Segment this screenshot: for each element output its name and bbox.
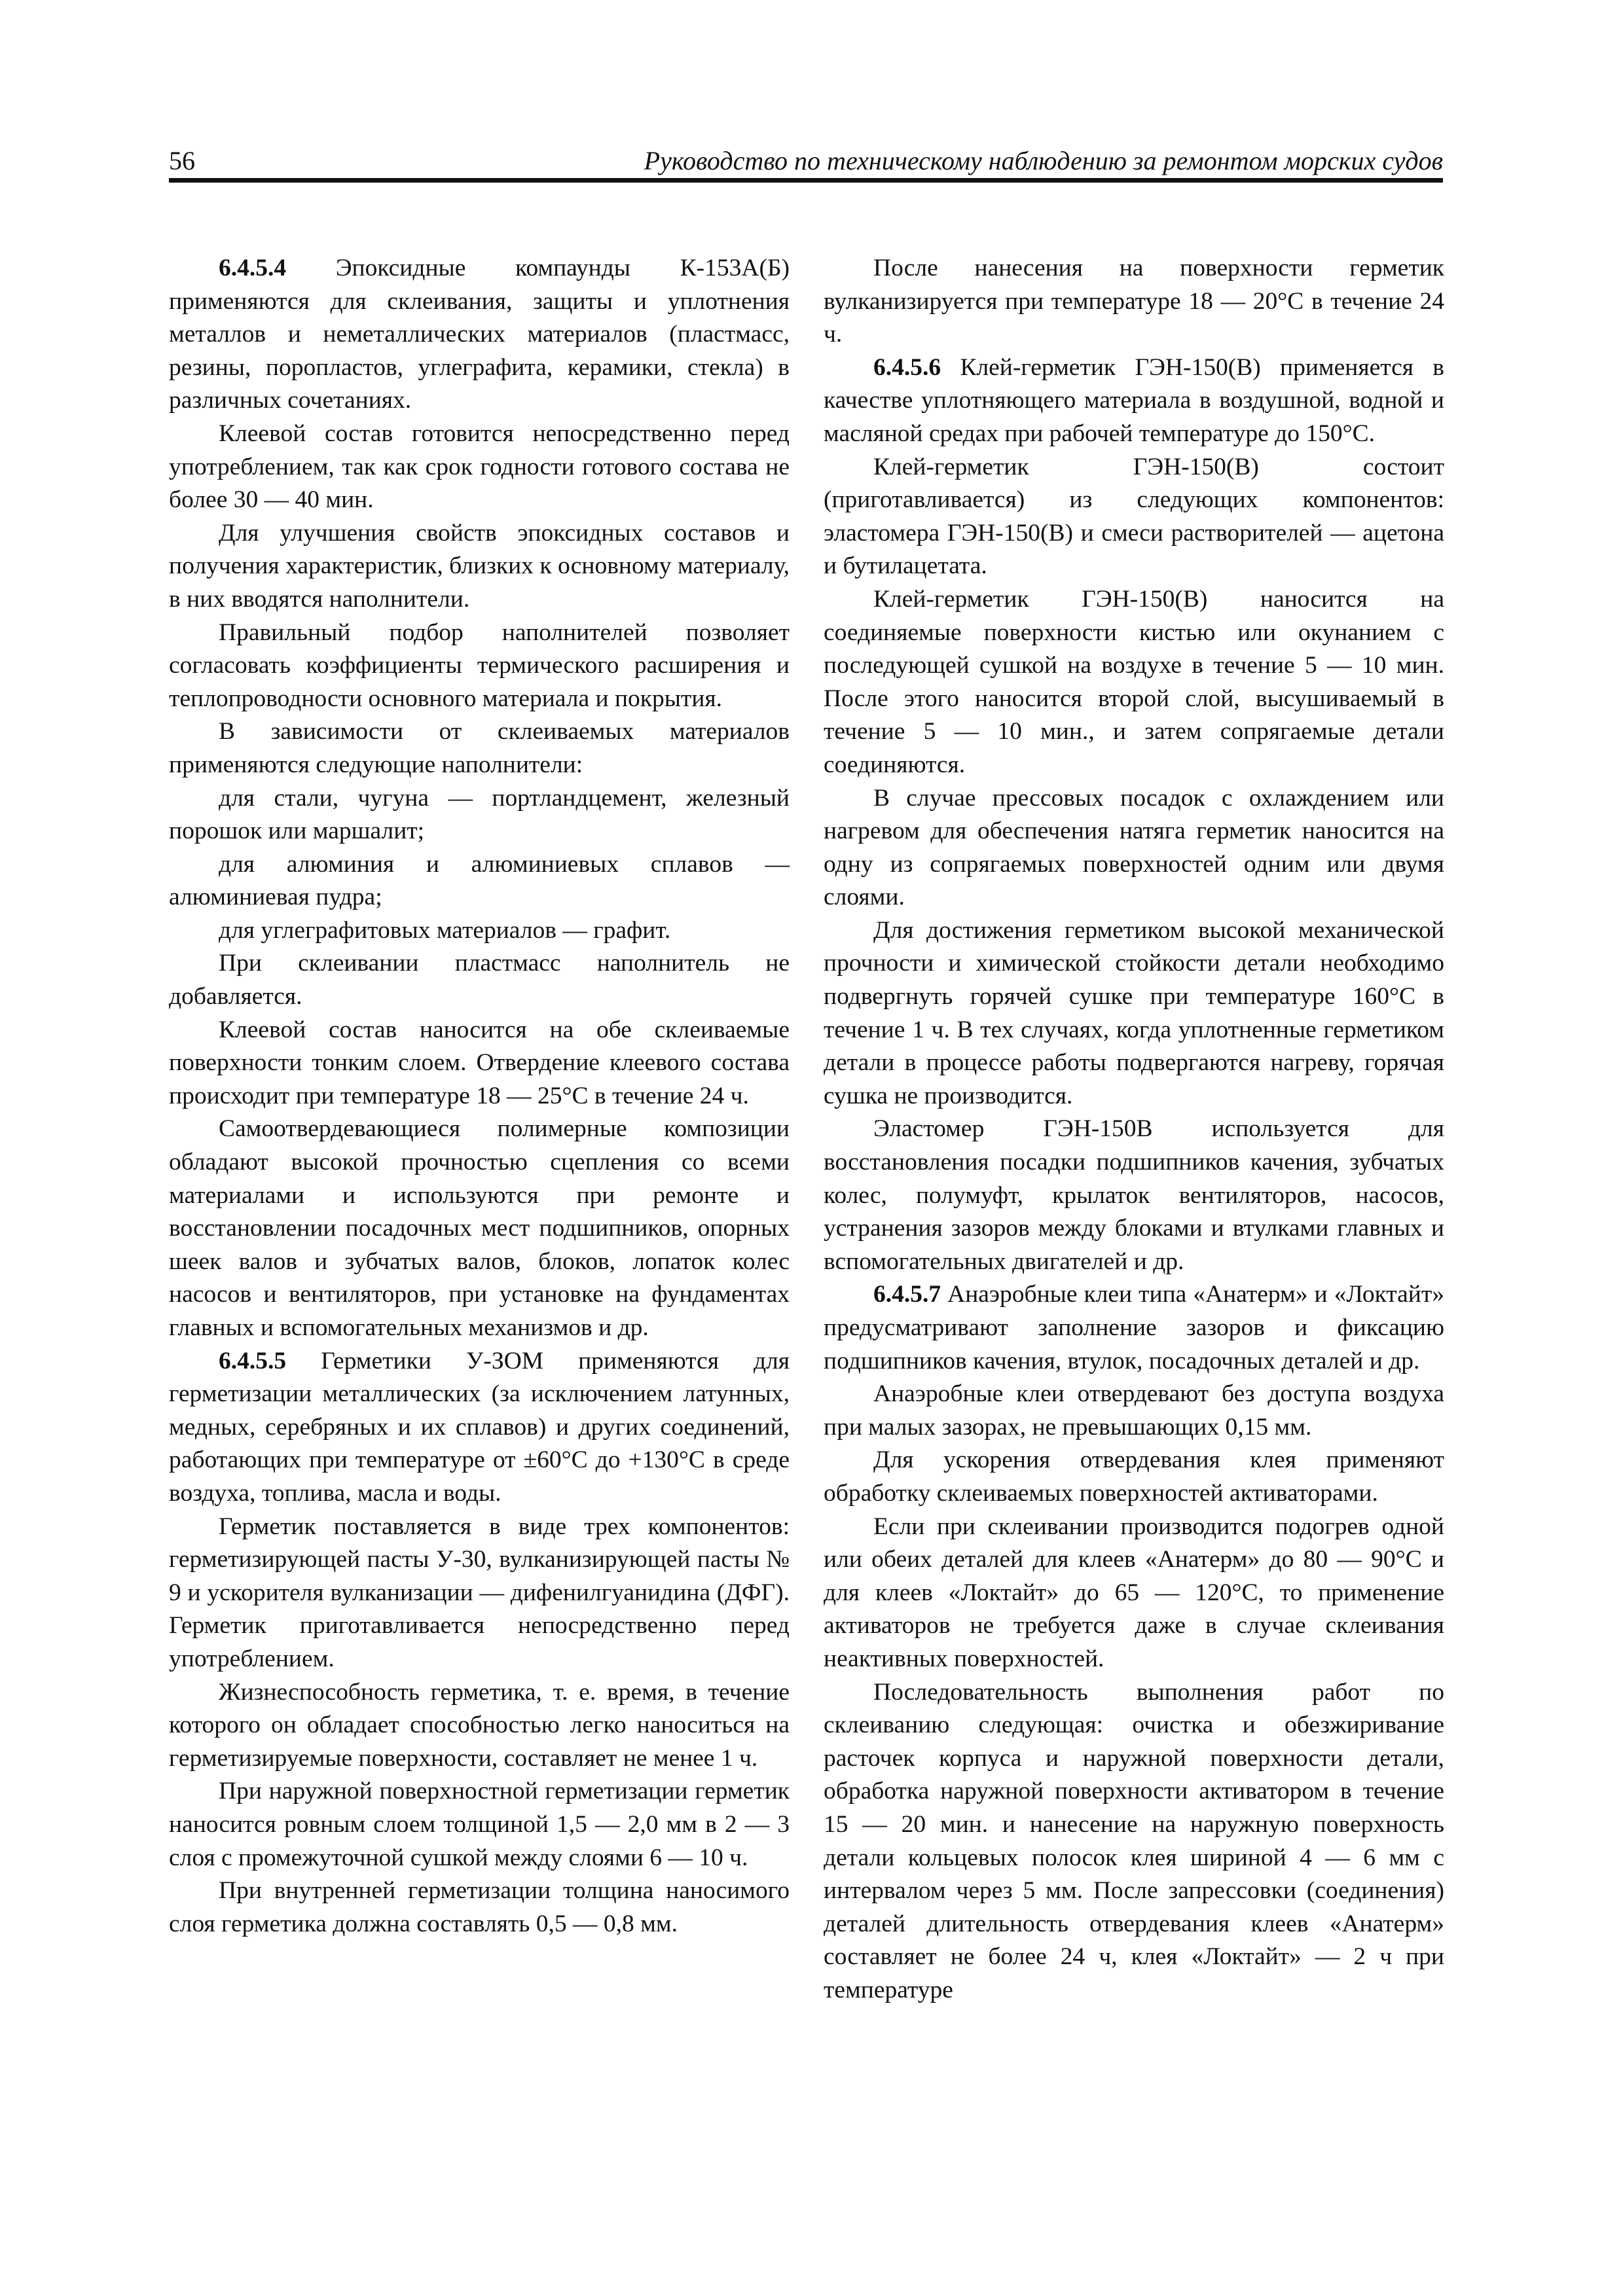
page-number: 56	[169, 146, 195, 175]
paragraph-text: Эпоксидные компаунды К-153А(Б) применяются для склеивания, защиты и уплотнения металлов и неметаллических материалов (пластмасс, резины, поропластов, углеграфита, керамики, стекла) в различных сочетаниях.	[169, 255, 790, 414]
paragraph: При склеивании пластмасс наполнитель не добавляется.	[169, 950, 790, 1011]
paragraph: Правильный подбор наполнителей позволяет согласовать коэффициенты термического расширения и теплопроводности основного материала и покрытия.	[169, 619, 790, 712]
paragraph: для стали, чугуна — портландцемент, железный порошок или маршалит;	[169, 784, 790, 845]
paragraph-text: Клей-герметик ГЭН-150(В) применяется в качестве уплотняющего материала в воздушной, водной и масляной средах при рабочей температуре до 150°С.	[824, 353, 1444, 447]
page-header	[169, 145, 1443, 179]
paragraph: Клеевой состав наносится на обе склеиваемые поверхности тонким слоем. Отвердение клеевого состава происходит при температуре 18 — 25°С в течение 24 ч.	[169, 1016, 790, 1109]
header-rule	[169, 178, 1443, 183]
paragraph: Клей-герметик ГЭН-150(В) состоит (приготавливается) из следующих компонентов: эластомера ГЭН-150(В) и смеси растворителей — ацетона и бутилацетата.	[824, 453, 1444, 580]
section-number: 6.4.5.7	[873, 1281, 941, 1308]
paragraph: В случае прессовых посадок с охлаждением или нагревом для обеспечения натяга герметик наносится на одну из сопрягаемых поверхностей одним или двумя слоями.	[824, 784, 1444, 911]
paragraph: для алюминия и алюминиевых сплавов — алюминиевая пудра;	[169, 850, 790, 911]
paragraph: Для достижения герметиком высокой механической прочности и химической стойкости детали необходимо подвергнуть горячей сушке при температуре 160°С в течение 1 ч. В тех случаях, когда уплотненные герметиком детали в процессе работы подвергаются нагреву, горячая сушка не производится.	[824, 916, 1444, 1109]
paragraph: Последовательность выполнения работ по склеиванию следующая: очистка и обезжиривание расточек корпуса и наружной поверхности детали, обработка наружной поверхности активатором в течение 15 — 20 мин. и нанесение на наружную поверхность детали кольцевых полосок клея шириной 4 — 6 мм с интервалом через 5 мм. После запрессовки (соединения) деталей длительность отвердевания клеев «Анатерм» составляет не более 24 ч, клея «Локтайт» — 2 ч при температуре	[824, 1678, 1444, 2003]
paragraph: Эластомер ГЭН-150В используется для восстановления посадки подшипников качения, зубчатых колес, полумуфт, крылаток вентиляторов, насосов, устранения зазоров между блоками и втулками главных и вспомогательных двигателей и др.	[824, 1115, 1444, 1275]
section-number: 6.4.5.4	[219, 255, 287, 281]
paragraph	[169, 1345, 790, 1511]
paragraph: Клей-герметик ГЭН-150(В) наносится на соединяемые поверхности кистью или окунанием с последующей сушкой на воздухе в течение 5 — 10 мин. После этого наносится второй слой, высушиваемый в течение 5 — 10 мин., и затем сопрягаемые детали соединяются.	[824, 585, 1444, 778]
left-column	[169, 252, 790, 1941]
paragraph	[824, 351, 1444, 451]
paragraph: Самоотвердевающиеся полимерные композиции обладают высокой прочностью сцепления со всеми материалами и используются при ремонте и восстановлении посадочных мест подшипников, опорных шеек валов и зубчатых валов, блоков, лопаток колес насосов и вентиляторов, при установке на фундаментах главных и вспомогательных механизмов и др.	[169, 1115, 790, 1341]
paragraph: Для улучшения свойств эпоксидных составов и получения характеристик, близких к основному материалу, в них вводятся наполнители.	[169, 519, 790, 613]
paragraph: Клеевой состав готовится непосредственно перед употреблением, так как срок годности готового состава не более 30 — 40 мин.	[169, 420, 790, 514]
paragraph: Анаэробные клеи отвердевают без доступа воздуха при малых зазорах, не превышающих 0,15 мм.	[824, 1380, 1444, 1441]
paragraph: Жизнеспособность герметика, т. е. время, в течение которого он обладает способностью легко наноситься на герметизируемые поверхности, составляет не менее 1 ч.	[169, 1678, 790, 1772]
section-number: 6.4.5.6	[873, 353, 941, 381]
right-column	[824, 252, 1444, 2007]
paragraph-text: Анаэробные клеи типа «Анатерм» и «Локтайт» предусматривают заполнение зазоров и фиксацию подшипников качения, втулок, посадочных деталей и др.	[824, 1281, 1444, 1374]
paragraph	[169, 252, 790, 418]
paragraph: При внутренней герметизации толщина наносимого слоя герметика должна составлять 0,5 — 0,8 мм.	[169, 1877, 790, 1937]
paragraph	[824, 1278, 1444, 1378]
paragraph: При наружной поверхностной герметизации герметик наносится ровным слоем толщиной 1,5 — 2,0 мм в 2 — 3 слоя с промежуточной сушкой между слоями 6 — 10 ч.	[169, 1778, 790, 1871]
section-number: 6.4.5.5	[219, 1347, 287, 1374]
paragraph: Для ускорения отвердевания клея применяют обработку склеиваемых поверхностей активаторами.	[824, 1446, 1444, 1507]
running-title: Руководство по техническому наблюдению за ремонтом морских судов	[644, 146, 1443, 175]
paragraph: Герметик поставляется в виде трех компонентов: герметизирующей пасты У-30, вулканизирующей пасты № 9 и ускорителя вулканизации — дифенилгуанидина (ДФГ). Герметик приготавливается непосредственно перед употреблением.	[169, 1513, 790, 1672]
paragraph-text: Герметики У-ЗОМ применяются для герметизации металлических (за исключением латунных, медных, серебряных и их сплавов) и других соединений, работающих при температуре от ±60°С до +130°С в среде воздуха, топлива, масла и воды.	[169, 1347, 790, 1507]
paragraph: В зависимости от склеиваемых материалов применяются следующие наполнители:	[169, 718, 790, 778]
paragraph: для углеграфитовых материалов — графит.	[219, 916, 671, 944]
paragraph: Если при склеивании производится подогрев одной или обеих деталей для клеев «Анатерм» до 80 — 90°С и для клеев «Локтайт» до 65 — 120°С, то применение активаторов не требуется даже в случае склеивания неактивных поверхностей.	[824, 1513, 1444, 1672]
paragraph: После нанесения на поверхности герметик вулканизируется при температуре 18 — 20°С в течение 24 ч.	[824, 255, 1444, 348]
